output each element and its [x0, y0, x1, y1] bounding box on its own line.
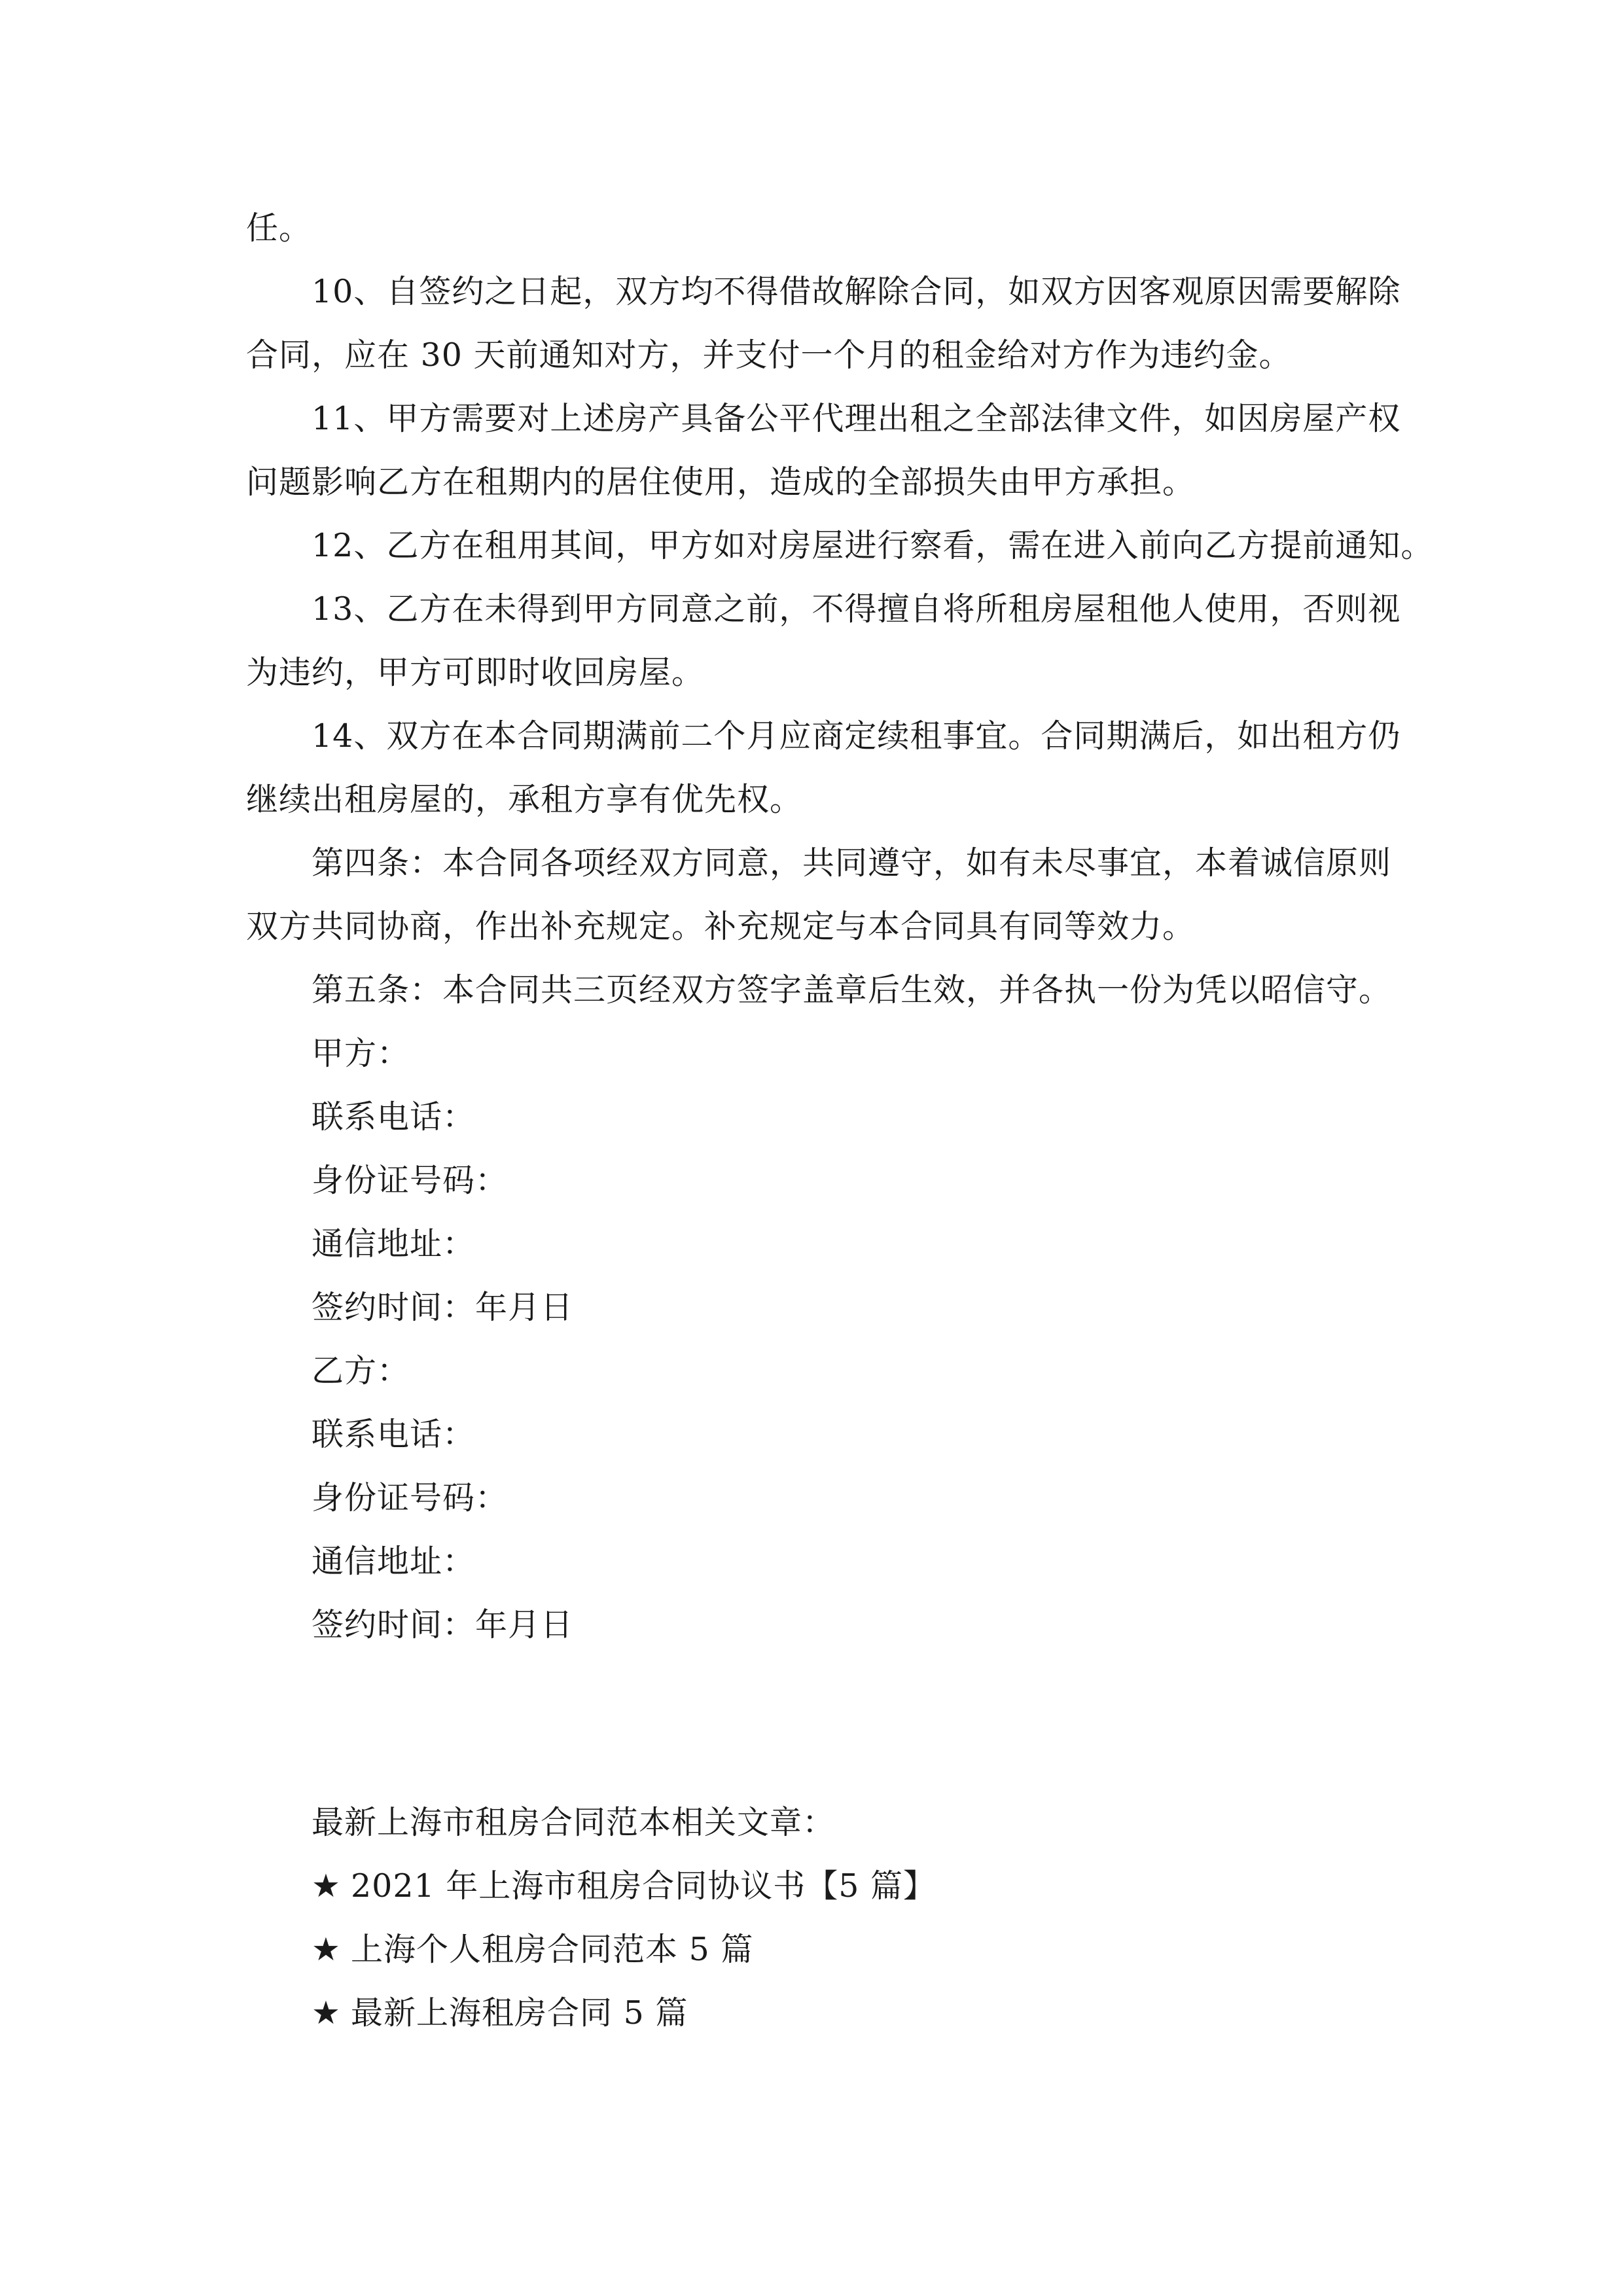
clause-11-line-1: 11、甲方需要对上述房产具备公平代理出租之全部法律文件，如因房屋产权	[312, 400, 1401, 437]
party-b-phone: 联系电话：	[312, 1416, 476, 1453]
article-4-line-1: 第四条：本合同各项经双方同意，共同遵守，如有未尽事宜，本着诚信原则	[312, 844, 1392, 882]
party-b-sign-date: 签约时间：年月日	[312, 1606, 574, 1643]
clause-14-line-2: 继续出租房屋的，承租方享有优先权。	[246, 781, 803, 818]
related-article-link-3[interactable]	[312, 1994, 688, 2033]
party-a-phone: 联系电话：	[312, 1098, 476, 1136]
article-4-line-2: 双方共同协商，作出补充规定。补充规定与本合同具有同等效力。	[246, 908, 1196, 945]
clause-11-line-2: 问题影响乙方在租期内的居住使用，造成的全部损失由甲方承担。	[246, 463, 1196, 501]
related-article-link-1[interactable]	[312, 1867, 936, 1906]
clause-14-line-1: 14、双方在本合同期满前二个月应商定续租事宜。合同期满后，如出租方仍	[312, 717, 1401, 755]
party-a-sign-date: 签约时间：年月日	[312, 1289, 574, 1326]
star-icon: ★	[312, 1994, 341, 2032]
related-article-link-3-label: 最新上海租房合同 5 篇	[351, 1994, 688, 2032]
clause-13-line-1: 13、乙方在未得到甲方同意之前，不得擅自将所租房屋租他人使用，否则视	[312, 590, 1401, 628]
party-a-title: 甲方：	[312, 1035, 410, 1072]
party-a-address: 通信地址：	[312, 1225, 476, 1263]
related-article-link-2[interactable]	[312, 1930, 753, 1969]
clause-10-line-1: 10、自签约之日起，双方均不得借故解除合同，如双方因客观原因需要解除	[312, 273, 1401, 310]
related-article-link-1-label: 2021 年上海市租房合同协议书【5 篇】	[351, 1867, 936, 1905]
star-icon: ★	[312, 1931, 341, 1968]
party-b-address: 通信地址：	[312, 1543, 476, 1580]
clause-9-end: 任。	[246, 209, 312, 247]
party-b-id-number: 身份证号码：	[312, 1479, 508, 1516]
party-b-title: 乙方：	[312, 1352, 410, 1390]
related-articles-heading: 最新上海市租房合同范本相关文章：	[312, 1804, 836, 1841]
clause-10-line-2: 合同，应在 30 天前通知对方，并支付一个月的租金给对方作为违约金。	[246, 336, 1292, 374]
article-5: 第五条：本合同共三页经双方签字盖章后生效，并各执一份为凭以昭信守。	[312, 971, 1392, 1009]
clause-13-line-2: 为违约，甲方可即时收回房屋。	[246, 654, 705, 691]
related-article-link-2-label: 上海个人租房合同范本 5 篇	[351, 1931, 754, 1968]
clause-12: 12、乙方在租用其间，甲方如对房屋进行察看，需在进入前向乙方提前通知。	[312, 527, 1434, 564]
star-icon: ★	[312, 1867, 341, 1905]
party-a-id-number: 身份证号码：	[312, 1162, 508, 1199]
